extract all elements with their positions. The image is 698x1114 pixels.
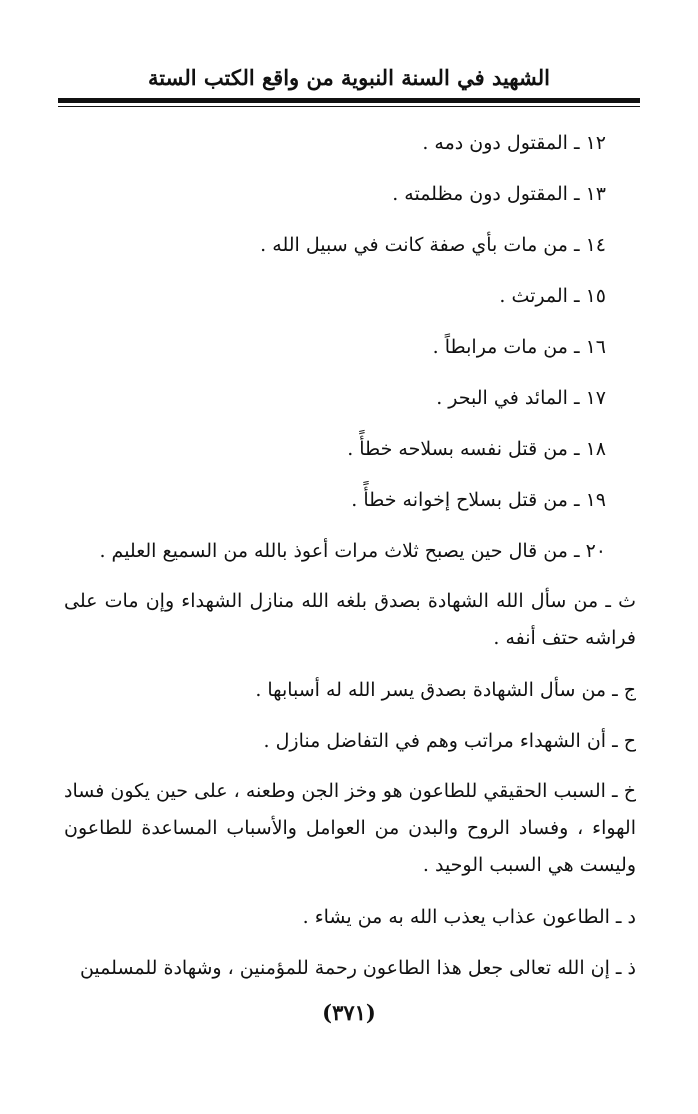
paragraph-dal: د ـ الطاعون عذاب يعذب الله به من يشاء . bbox=[302, 906, 636, 928]
page-number: (٣٧١) bbox=[322, 1000, 376, 1025]
list-item: ١٧ ـ المائد في البحر . bbox=[436, 387, 606, 409]
page-body bbox=[64, 118, 636, 994]
header-rule-thin bbox=[58, 106, 640, 107]
list-item: ١٦ ـ من مات مرابطاً . bbox=[432, 336, 606, 358]
paragraph-jim: ج ـ من سأل الشهادة بصدق يسر الله له أسبابها . bbox=[255, 679, 636, 701]
paragraph-ha: ح ـ أن الشهداء مراتب وهم في التفاضل منازل . bbox=[263, 730, 636, 752]
list-item: ١٨ ـ من قتل نفسه بسلاحه خطأً . bbox=[347, 438, 606, 460]
header-rule-thick bbox=[58, 98, 640, 103]
list-item: ١٤ ـ من مات بأي صفة كانت في سبيل الله . bbox=[260, 234, 606, 256]
list-item: ١٢ ـ المقتول دون دمه . bbox=[422, 132, 606, 154]
list-item: ٢٠ ـ من قال حين يصبح ثلاث مرات أعوذ بالله من السميع العليم . bbox=[99, 540, 606, 562]
paragraph-dhal: ذ ـ إن الله تعالى جعل هذا الطاعون رحمة للمؤمنين ، وشهادة للمسلمين bbox=[79, 957, 636, 979]
list-item: ١٥ ـ المرتث . bbox=[499, 285, 606, 307]
paragraph-tha: ث ـ من سأل الله الشهادة بصدق بلغه الله منازل الشهداء وإن مات على فراشه حتف أنفه . bbox=[64, 590, 636, 649]
paragraph-kha: خ ـ السبب الحقيقي للطاعون هو وخز الجن وطعنه ، على حين يكون فساد الهواء ، وفساد الروح والبدن من العوامل والأسباب المساعدة للطاعون وليست هي السبب الوحيد . bbox=[64, 780, 636, 876]
list-item: ١٩ ـ من قتل بسلاح إخوانه خطأً . bbox=[351, 489, 606, 511]
list-item: ١٣ ـ المقتول دون مظلمته . bbox=[392, 183, 606, 205]
running-header: الشهيد في السنة النبوية من واقع الكتب الستة bbox=[148, 65, 550, 90]
